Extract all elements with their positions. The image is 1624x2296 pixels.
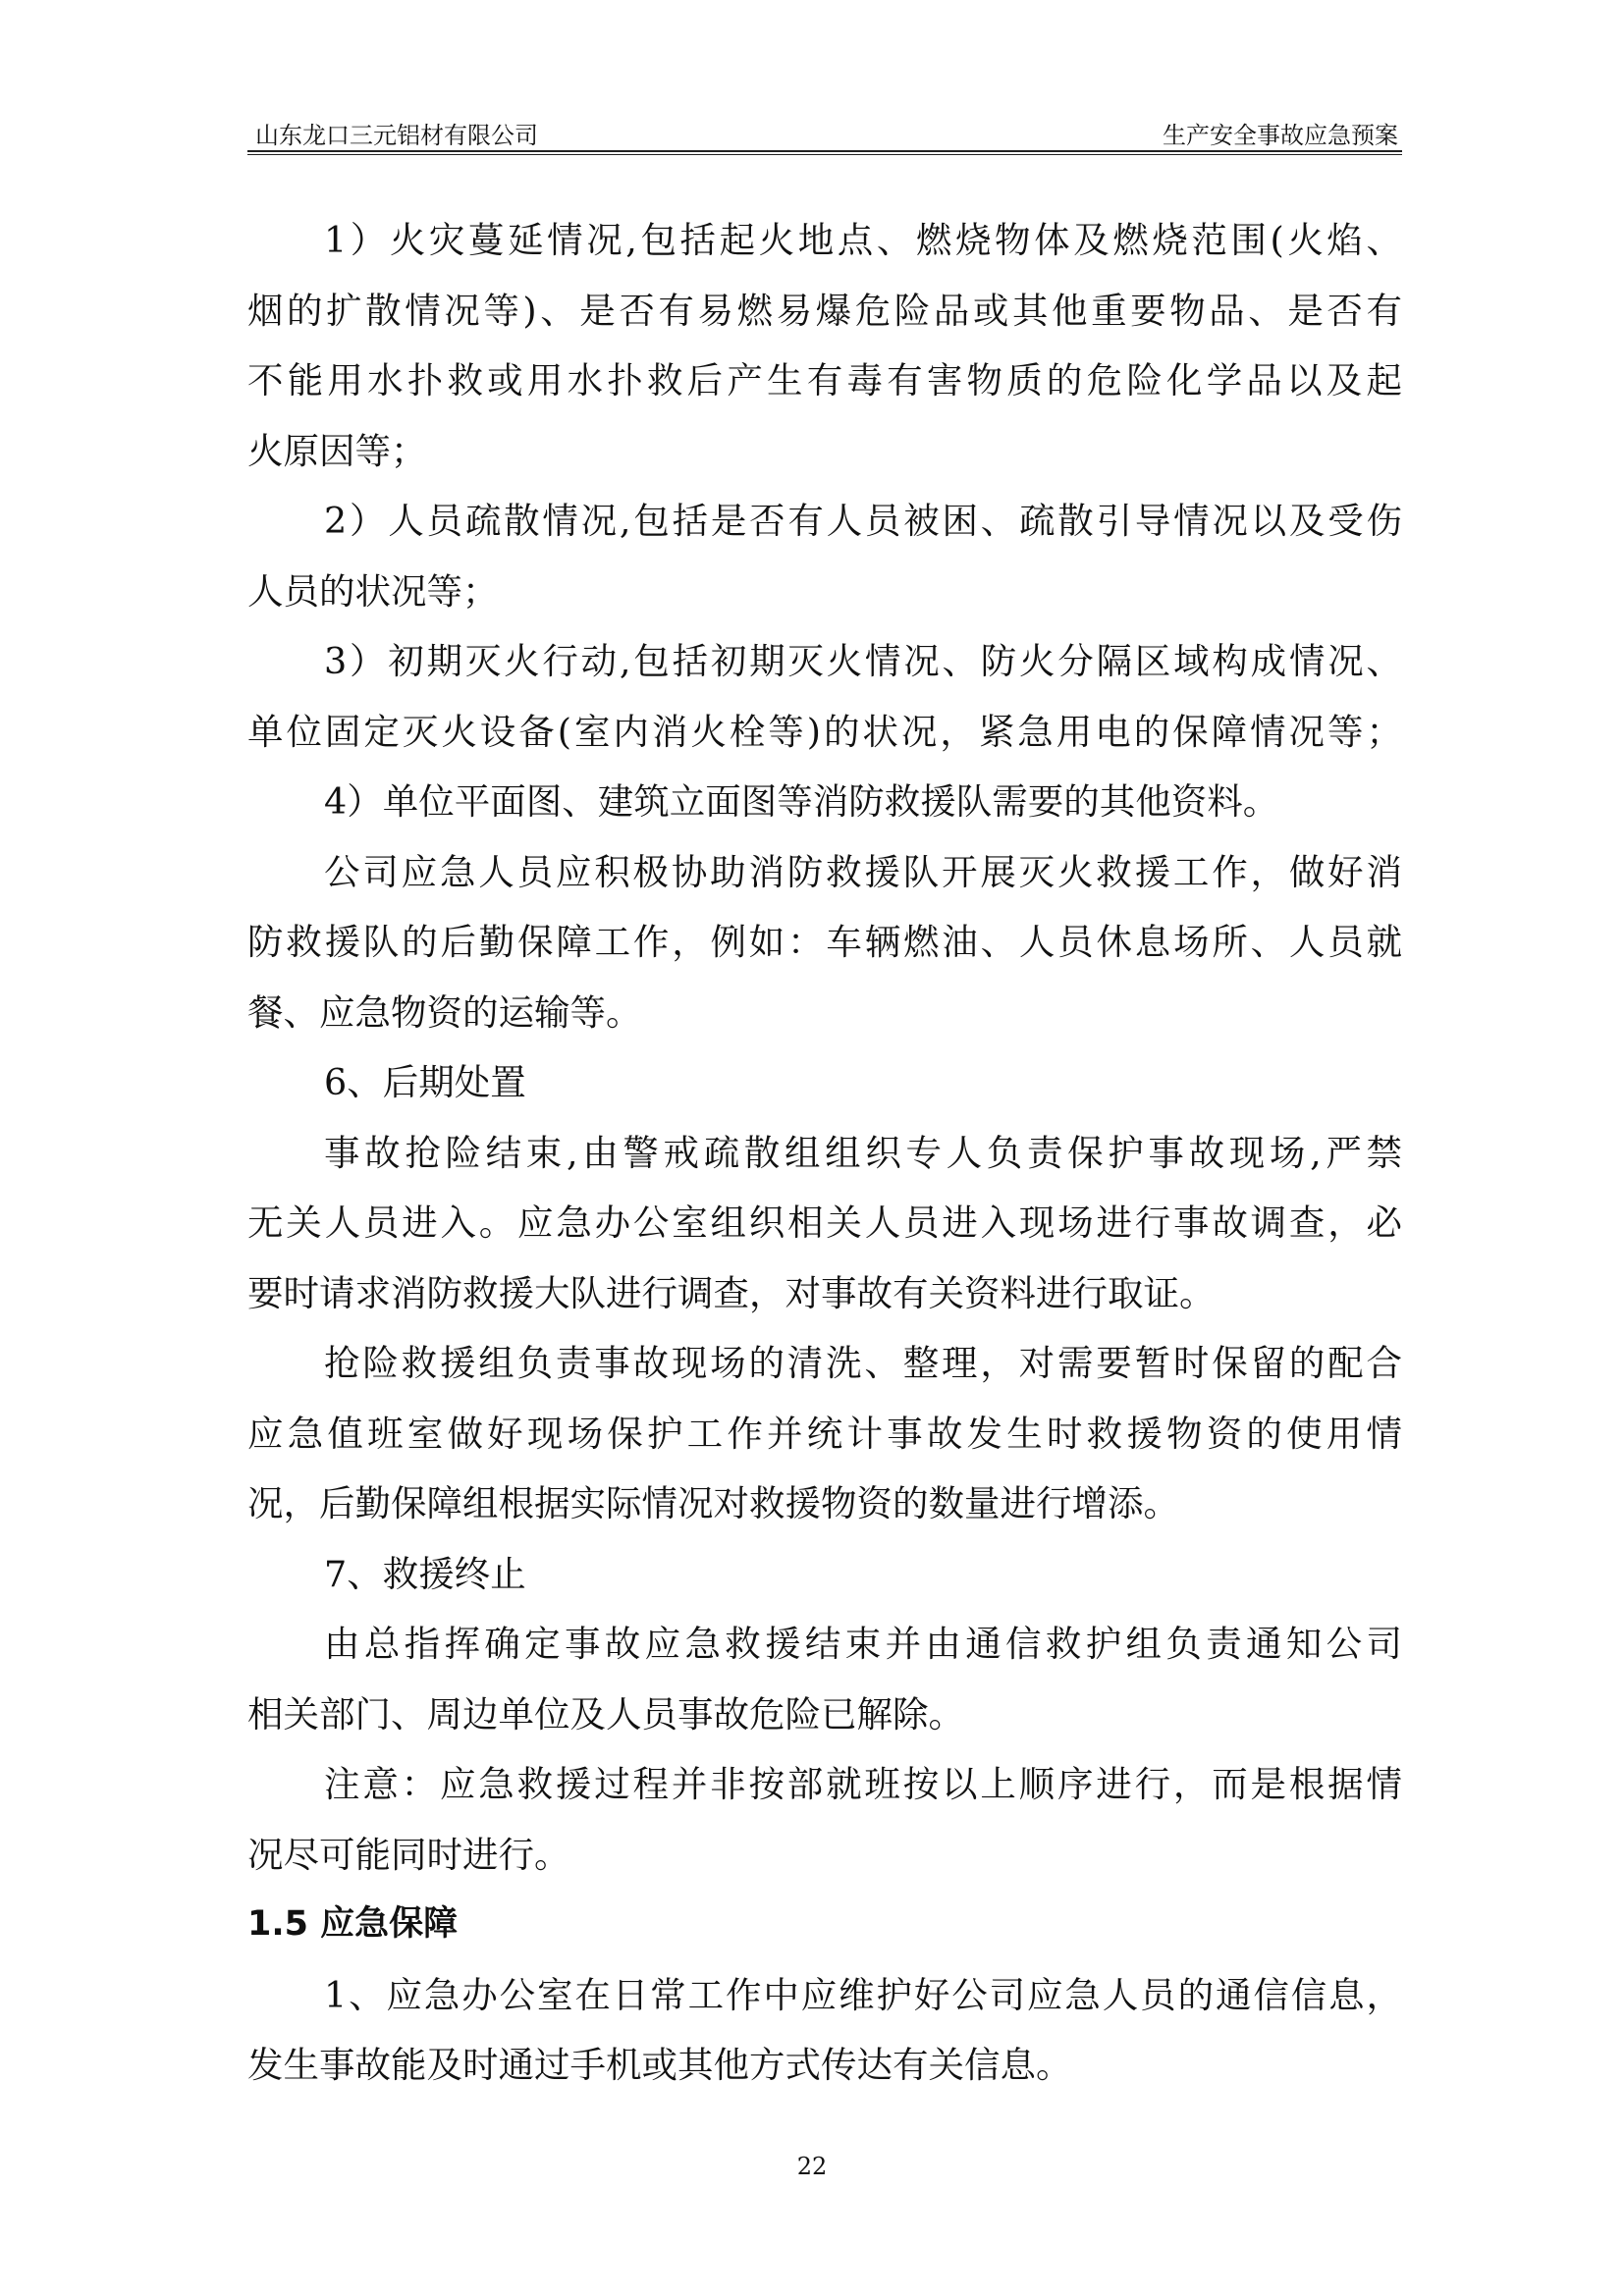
text-line: 应急值班室做好现场保护工作并统计事故发生时救援物资的使用情 — [247, 1412, 1402, 1455]
page-header — [247, 112, 1402, 155]
text-line: 抢险救援组负责事故现场的清洗、整理，对需要暂时保留的配合 — [324, 1342, 1402, 1384]
document-body — [247, 205, 1402, 2101]
text-line: 不能用水扑救或用水扑救后产生有毒有害物质的危险化学品以及起 — [247, 359, 1402, 401]
header-document-title: 生产安全事故应急预案 — [1163, 122, 1398, 149]
header-company-name: 山东龙口三元铝材有限公司 — [255, 122, 538, 149]
text-line: 况，后勤保障组根据实际情况对救援物资的数量进行增添。 — [247, 1482, 1179, 1524]
text-line: 事故抢险结束,由警戒疏散组组织专人负责保护事故现场,严禁 — [324, 1131, 1402, 1174]
text-line: 2）人员疏散情况,包括是否有人员被困、疏散引导情况以及受伤 — [324, 500, 1402, 542]
text-line: 3）初期灭火行动,包括初期灭火情况、防火分隔区域构成情况、 — [324, 640, 1402, 682]
text-line: 餐、应急物资的运输等。 — [247, 990, 642, 1034]
text-line: 4）单位平面图、建筑立面图等消防救援队需要的其他资料。 — [324, 780, 1279, 823]
text-line: 相关部门、周边单位及人员事故危险已解除。 — [247, 1692, 964, 1735]
text-line: 发生事故能及时通过手机或其他方式传达有关信息。 — [247, 2044, 1072, 2086]
text-line: 1）火灾蔓延情况,包括起火地点、燃烧物体及燃烧范围(火焰、 — [324, 219, 1402, 261]
body-paragraphs-after-heading — [247, 1960, 1402, 2101]
text-line: 要时请求消防救援大队进行调查，对事故有关资料进行取证。 — [247, 1271, 1216, 1314]
text-line: 防救援队的后勤保障工作，例如：车辆燃油、人员休息场所、人员就 — [247, 921, 1402, 963]
section-heading: 1.5 应急保障 — [247, 1904, 459, 1944]
text-line: 注意：应急救援过程并非按部就班按以上顺序进行，而是根据情 — [324, 1763, 1402, 1805]
body-paragraphs — [247, 205, 1402, 1890]
header-divider-thin — [247, 154, 1402, 155]
text-line: 人员的状况等； — [247, 569, 499, 613]
text-line: 6、后期处置 — [324, 1061, 526, 1103]
text-line: 况尽可能同时进行。 — [247, 1833, 570, 1876]
text-line: 1、应急办公室在日常工作中应维护好公司应急人员的通信信息， — [324, 1973, 1402, 2016]
text-line: 火原因等； — [247, 429, 427, 472]
text-line: 公司应急人员应积极协助消防救援队开展灭火救援工作，做好消 — [324, 850, 1402, 893]
text-line: 由总指挥确定事故应急救援结束并由通信救护组负责通知公司 — [324, 1623, 1402, 1665]
page-number: 22 — [796, 2153, 828, 2180]
text-line: 无关人员进入。应急办公室组织相关人员进入现场进行事故调查，必 — [247, 1201, 1402, 1244]
text-line: 7、救援终止 — [324, 1552, 526, 1595]
header-divider — [247, 150, 1402, 152]
text-line: 烟的扩散情况等)、是否有易燃易爆危险品或其他重要物品、是否有 — [247, 289, 1402, 332]
text-line: 单位固定灭火设备(室内消火栓等)的状况，紧急用电的保障情况等； — [247, 710, 1402, 753]
